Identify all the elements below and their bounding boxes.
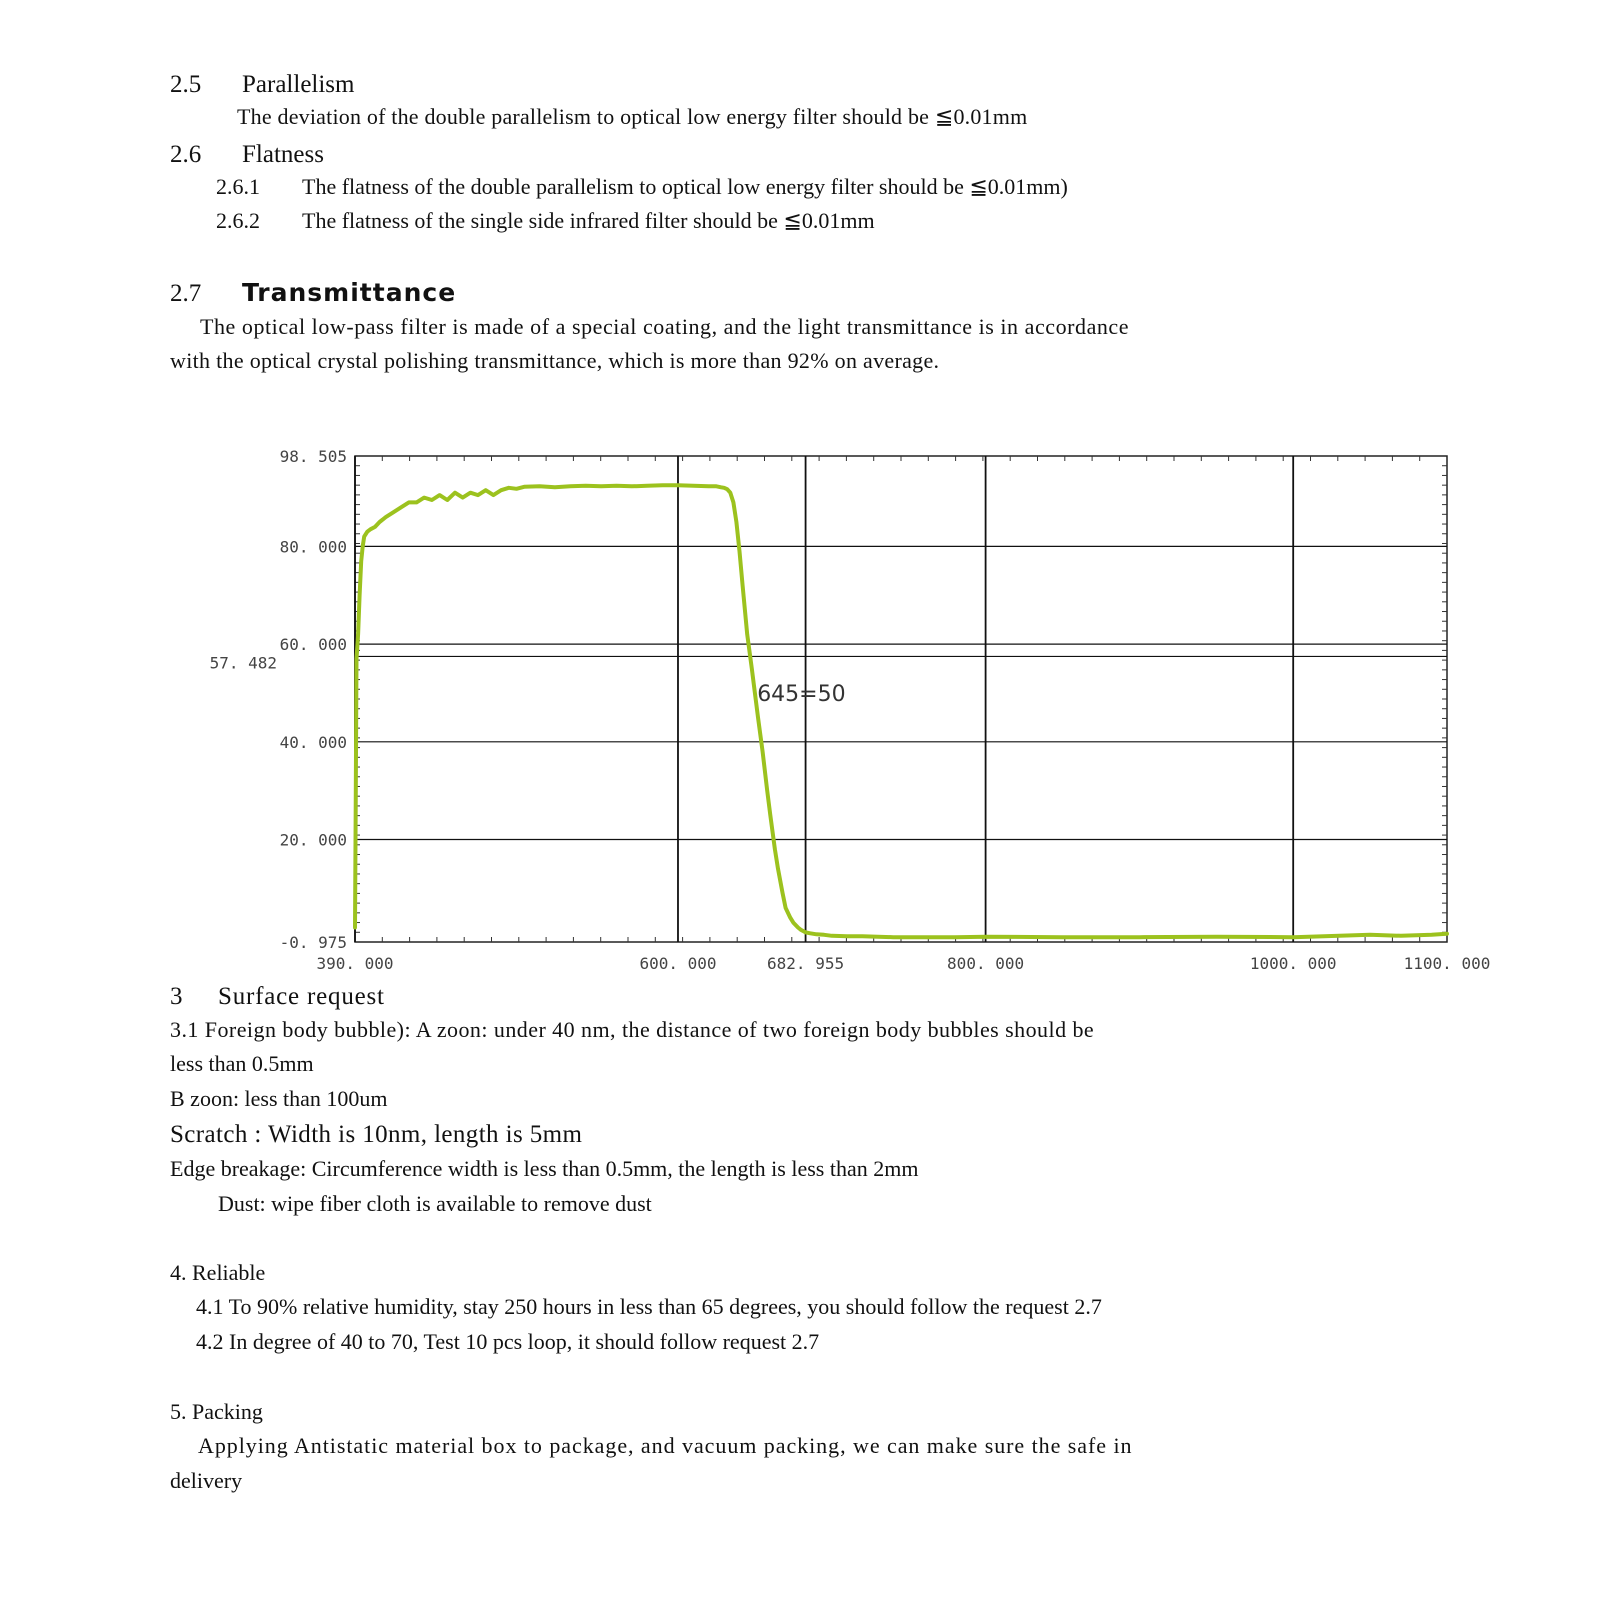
y-tick-label: 20. 000 bbox=[279, 830, 347, 850]
section-number: 3 bbox=[170, 983, 184, 1010]
x-tick-label: 682. 955 bbox=[767, 954, 845, 973]
section-title: Surface request bbox=[218, 983, 385, 1010]
packing-line1: Applying Antistatic material box to package, and vacuum packing, we can make sure the safe in bbox=[198, 1433, 1133, 1458]
y-tick-label: 40. 000 bbox=[279, 732, 347, 752]
reliable-4-2: 4.2 In degree of 40 to 70, Test 10 pcs loop, it should follow request 2.7 bbox=[196, 1329, 820, 1354]
plot-frame bbox=[355, 456, 1447, 942]
foreign-body-line2: less than 0.5mm bbox=[170, 1051, 314, 1076]
section-title: Parallelism bbox=[242, 71, 355, 98]
section-title: Transmittance bbox=[242, 278, 457, 307]
y-tick-label: 98. 505 bbox=[279, 447, 347, 466]
x-tick-label: 600. 000 bbox=[639, 954, 717, 973]
section-4-heading: 4. Reliable bbox=[170, 1260, 266, 1285]
y-tick-label: 80. 000 bbox=[279, 537, 347, 557]
section-3-heading bbox=[170, 984, 385, 1009]
foreign-body-line1: 3.1 Foreign body bubble): A zoon: under 40 nm, the distance of two foreign body bubbles should be bbox=[170, 1017, 1095, 1042]
section-number: 2.6 bbox=[170, 141, 202, 168]
transmittance-text-line2: with the optical crystal polishing transmittance, which is more than 92% on average. bbox=[170, 348, 940, 373]
y-tick-label: 57. 482 bbox=[209, 653, 277, 673]
y-tick-label: -0. 975 bbox=[279, 933, 347, 952]
item-number: 2.6.2 bbox=[216, 208, 260, 233]
dust-line: Dust: wipe fiber cloth is available to remove dust bbox=[218, 1191, 652, 1216]
scratch-line: Scratch : Width is 10nm, length is 5mm bbox=[170, 1121, 583, 1148]
section-title: Flatness bbox=[242, 141, 324, 168]
edge-breakage-line: Edge breakage: Circumference width is less than 0.5mm, the length is less than 2mm bbox=[170, 1156, 919, 1181]
transmittance-curve bbox=[355, 485, 1447, 937]
section-5-heading: 5. Packing bbox=[170, 1399, 263, 1424]
x-tick-label: 390. 000 bbox=[316, 954, 394, 973]
x-tick-label: 800. 000 bbox=[947, 954, 1025, 973]
section-number: 2.5 bbox=[170, 71, 202, 98]
y-tick-label: 60. 000 bbox=[279, 635, 347, 655]
reliable-4-1: 4.1 To 90% relative humidity, stay 250 hours in less than 65 degrees, you should follow the request 2.7 bbox=[196, 1294, 1102, 1319]
parallelism-text: The deviation of the double parallelism to optical low energy filter should be ≦0.01mm bbox=[237, 104, 1028, 129]
item-text: The flatness of the single side infrared filter should be ≦0.01mm bbox=[302, 208, 875, 233]
section-number: 2.7 bbox=[170, 280, 202, 307]
transmittance-text-line1: The optical low-pass filter is made of a special coating, and the light transmittance is in accordance bbox=[200, 314, 1130, 339]
x-tick-label: 1100. 000 bbox=[1403, 954, 1491, 973]
annotation-label: 645=50 bbox=[757, 681, 846, 707]
item-text: The flatness of the double parallelism to optical low energy filter should be ≦0.01mm) bbox=[302, 174, 1068, 199]
x-tick-label: 1000. 000 bbox=[1249, 954, 1337, 973]
packing-line2: delivery bbox=[170, 1468, 243, 1493]
item-number: 2.6.1 bbox=[216, 174, 260, 199]
b-zoon-line: B zoon: less than 100um bbox=[170, 1086, 388, 1111]
